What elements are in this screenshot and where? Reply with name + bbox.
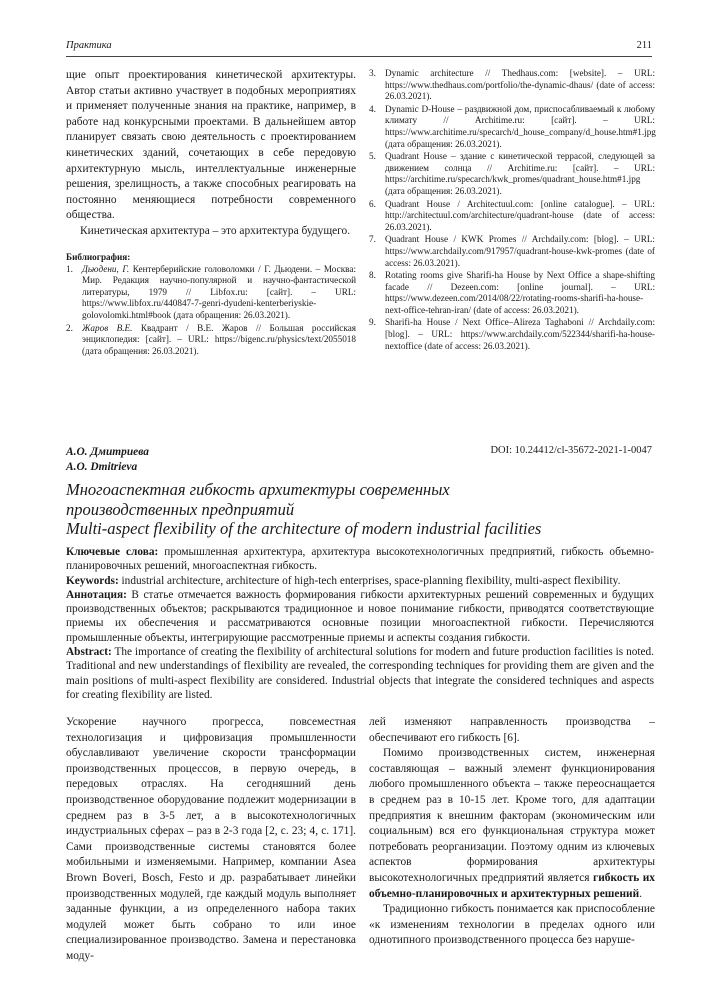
reference-item	[369, 199, 655, 234]
article-doi: DOI: 10.24412/cl-35672-2021-1-0047	[490, 445, 652, 456]
author-ru: А.О. Дмитриева	[66, 446, 149, 458]
body-text: .	[639, 887, 643, 900]
reference-item	[369, 104, 655, 150]
abstract-text: The importance of creating the flexibility of architectural solutions for modern and future production facilities is noted. Traditional and new understandings of flexibility are revealed, the corresponding techniques for providing them are given and the main positions of multi-aspect flexibility are considered. Industrial objects that integrate the considered techniques and aspects for creating flexibility are listed.	[66, 646, 654, 701]
keywords-ru	[66, 545, 654, 574]
reference-number: 8.	[369, 270, 376, 281]
keywords-en-label: Keywords:	[66, 574, 119, 587]
reference-number: 9.	[369, 317, 376, 328]
bibliography-list-continued	[369, 68, 655, 352]
bibliography-list	[66, 264, 356, 358]
reference-number: 6.	[369, 198, 376, 209]
reference-item	[369, 234, 655, 269]
reference-item	[369, 151, 655, 197]
body-right-column	[369, 715, 655, 949]
keywords-ru-label: Ключевые слова:	[66, 546, 159, 558]
title-ru-line-1: Многоаспектная гибкость архитектуры современных	[66, 480, 450, 499]
reference-number: 4.	[369, 103, 376, 114]
reference-text: Dynamic D-House – раздвижной дом, приспосабливаемый к любому климату // Architime.ru: [сайт]. – URL: https://www.architime.ru/specarch/d_house_company/d_house.htm#1.jpg (дата обращения: 26.03.2021).	[385, 103, 656, 149]
body-text: Помимо производственных систем, инженерная составляющая – важный элемент функционирования любого промышленного объекта – также переоснащается в среднем раз в 10-15 лет. Кроме того, для адаптации предприятия к внешним факторам (экономическим или социальным) вся его функциональная структура может потребовать реорганизации. Поэтому одним из ключевых аспектов формирования архитектуры высокотехнологичных предприятий является	[369, 747, 655, 884]
title-en: Multi-aspect flexibility of the architecture of modern industrial facilities	[66, 519, 542, 538]
running-head	[66, 40, 652, 56]
keywords-ru-text: промышленная архитектура, архитектура высокотехнологичных предприятий, гибкость объемно-планировочных решений, многоаспектная гибкость.	[66, 546, 655, 573]
reference-text: Rotating rooms give Sharifi-ha House by Next Office a shape-shifting facade // Dezeen.com: [online journal]. – URL: https://www.dezeen.com/2014/08/22/rotating-rooms-sharifi-ha-house-next-office-tehran-iran/ (date of access: 26.03.2021).	[385, 270, 655, 315]
reference-number: 2.	[66, 322, 73, 333]
header-rule	[66, 56, 652, 57]
emphasized-phrase: гибкость их объемно-планировочных и архитектурных решений	[369, 871, 655, 900]
reference-text: Quadrant House / Architectuul.com: [online catalogue]. – URL: http://architectuul.com/architecture/quadrant-house (date of access: 26.03.2021).	[385, 198, 655, 232]
reference-item	[66, 264, 356, 322]
reference-text: Quadrant House – здание с кинетической террасой, следующей за движением солнца // Architime.ru: [сайт]. – URL: https://architime.ru/specarch/kwk_promes/quadrant_house.htm#1.jpg (дата обращения: 26.03.2021).	[385, 151, 655, 196]
reference-author: Дьюдени, Г.	[82, 263, 130, 274]
page-number: 211	[636, 40, 652, 51]
annotation-text: В статье отмечается важность формирования гибкости архитектурных решений современных и будущих производственных объектов; раскрываются традиционное и новое понимание гибкости, приводятся соответствующие приемы их обеспечения и рассматриваются основные позиции многоаспектной гибкости. Перечисляются промышленные объекты, интегрирующие рассмотренные приемы и аспекты создания гибкости.	[66, 588, 654, 644]
body-paragraph: лей изменяют направленность производства – обеспечивают его гибкость [6].	[369, 716, 655, 744]
annotation-ru	[66, 588, 654, 645]
reference-text: Sharifi-ha House / Next Office–Alireza Taghaboni // Archdaily.com: [blog]. – URL: https://www.archdaily.com/522344/sharifi-ha-house-nextoffice (date of access: 26.03.2021).	[385, 317, 655, 351]
reference-number: 5.	[369, 151, 376, 162]
reference-number: 3.	[369, 68, 376, 78]
reference-text: Dynamic architecture // Thedhaus.com: [website]. – URL: https://www.thedhaus.com/portfolio/the-dynamic-dhaus/ (date of access: 26.03.2021).	[385, 68, 655, 102]
annotation-label: Аннотация:	[66, 588, 127, 601]
abstract-label: Abstract:	[66, 646, 112, 659]
body-paragraph	[369, 746, 655, 902]
prev-article-closing-paragraph: Кинетическая архитектура – это архитектура будущего.	[80, 224, 351, 237]
author-en: A.O. Dmitrieva	[66, 460, 138, 473]
prev-article-left-column	[66, 68, 356, 358]
reference-number: 7.	[369, 234, 376, 245]
running-head-title: Практика	[66, 40, 112, 51]
reference-number: 1.	[66, 263, 73, 274]
reference-author: Жаров В.Е.	[82, 322, 133, 333]
keywords-en-text: industrial architecture, architecture of high-tech enterprises, space-planning flexibility, multi-aspect flexibility.	[118, 574, 621, 587]
keywords-en	[66, 574, 654, 588]
reference-text: Кентерберийские головоломки / Г. Дьюдени. – Москва: Мир. Редакция научно-популярной и научно-фантастической литературы, 1979 // Libfox.ru: [сайт]. – URL: https://www.libfox.ru/440847-7-genri-dyudeni-kenterberiyskie-golovolomki.html#book (дата обращения: 26.03.2021).	[82, 263, 357, 320]
body-paragraph: Ускорение научного прогресса, повсеместная технологизация и цифровизация промышленности обуславливают увеличение скорости трансформации производственных процессов, в первую очередь, в передовых отраслях. На сегодняшний день производственное оборудование подлежит модернизации в среднем раз в 3-5 лет, а в высокотехнологичных индустриальных сферах – раз в 2-3 года [2, с. 23; 4, с. 171]. Сами производственные системы становятся более мобильными и изменяемыми. Например, компании Asea Brown Boveri, Bosch, Festo и др. разрабатывает линейки производственных модулей, где каждый модуль выполняет заданные функции, а из определенного набора таких модулей может быть собрано то или иное специализированное производство. Замена и перестановка моду-	[66, 716, 356, 962]
title-ru-line-2: производственных предприятий	[66, 499, 295, 519]
abstract-block	[66, 545, 654, 702]
body-paragraph: Традиционно гибкость понимается как приспособление «к изменениям технологии в пределах одного или однотипного производственного процесса без наруше-	[369, 903, 655, 947]
reference-text: Квадрант / В.Е. Жаров // Большая российская энциклопедия: [сайт]. – URL: https://bigenc.ru/physics/text/2055018 (дата обращения: 26.03.2021).	[82, 322, 356, 356]
reference-item	[66, 323, 356, 358]
prev-article-paragraph: щие опыт проектирования кинетической архитектуры. Автор статьи активно участвует в подобных мероприятиях и применяет полученные знания на практике, например, в работе над конкурсными проектами. В дальнейшем автор планирует связать свою деятельность с проектированием кинетических зданий, сочетающих в себе передовую архитектурную мысль, интеллектуальные инженерные решения, зрелищность, а также способных реагировать на постоянно меняющиеся потребности современного общества.	[66, 69, 356, 222]
prev-article-right-column	[369, 68, 655, 353]
reference-item	[369, 317, 655, 352]
bibliography-heading: Библиография:	[66, 251, 131, 262]
article-title	[66, 480, 652, 539]
body-left-column	[66, 715, 356, 965]
article-authors	[66, 445, 149, 474]
abstract-en	[66, 645, 654, 702]
reference-item	[369, 68, 655, 103]
reference-item	[369, 270, 655, 316]
reference-text: Quadrant House / KWK Promes // Archdaily.com: [blog]. – URL: https://www.archdaily.com/917957/quadrant-house-kwk-promes (date of access: 26.03.2021).	[385, 234, 655, 268]
